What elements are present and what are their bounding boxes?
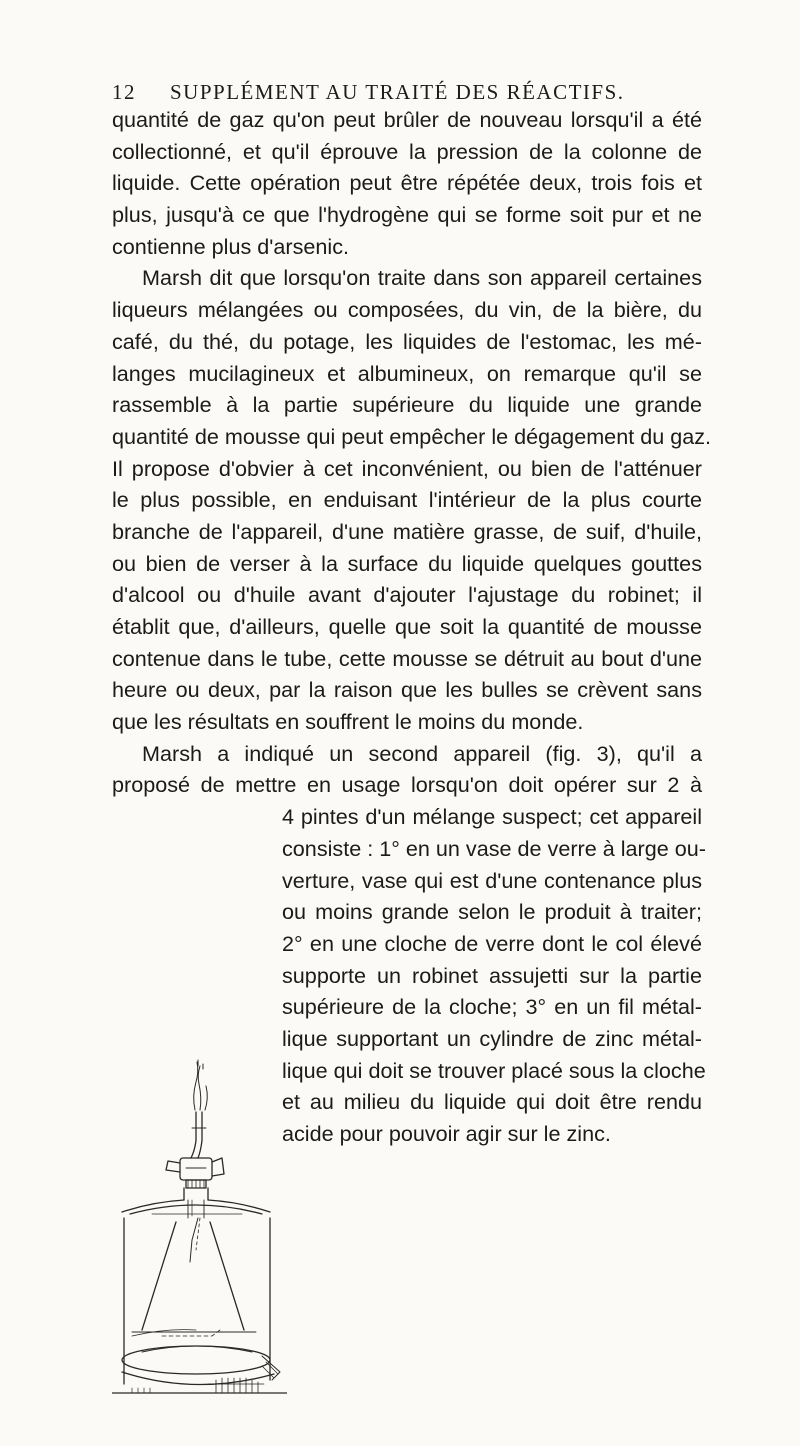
apparatus-base [122, 1346, 280, 1385]
text-line: d'alcool ou d'huile avant d'ajouter l'ajustage du robinet; il [112, 582, 702, 608]
apparatus-figure [112, 1000, 287, 1398]
text-line: lique supportant un cylindre de zinc métal- [282, 1025, 702, 1051]
stopcock [166, 1158, 224, 1188]
paragraph-start: Marsh a indiqué un second appareil (fig. 3), qu'il a [142, 740, 702, 766]
text-line: quantité de gaz qu'on peut brûler de nouveau lorsqu'il a été [112, 107, 702, 132]
text-line: Il propose d'obvier à cet inconvénient, ou bien de l'atténuer [112, 455, 702, 481]
marsh-apparatus-illustration [112, 1000, 287, 1398]
text-line: branche de l'appareil, d'une matière grasse, de suif, d'huile, [112, 518, 702, 544]
text-line: proposé de mettre en usage lorsqu'on doit opérer sur 2 à [112, 772, 702, 798]
text-line: heure ou deux, par la raison que les bulles se crèvent sans [112, 677, 702, 703]
text-line: que les résultats en souffrent le moins du monde. [112, 709, 584, 735]
running-title: SUPPLÉMENT AU TRAITÉ DES RÉACTIFS. [170, 80, 625, 104]
text-line: quantité de mousse qui peut empêcher le dégagement du gaz. [112, 423, 712, 449]
text-line: plus, jusqu'à ce que l'hydrogène qui se forme soit pur et ne [112, 202, 702, 228]
bell-jar [122, 1188, 270, 1218]
text-line: supérieure de la cloche; 3° en un fil métal- [282, 994, 702, 1020]
text-line: café, du thé, du potage, les liquides de l'estomac, les mé- [112, 328, 702, 354]
text-line: consiste : 1° en un vase de verre à large ou- [282, 835, 706, 861]
text-line: lique qui doit se trouver placé sous la cloche [282, 1057, 706, 1083]
text-line: établit que, d'ailleurs, quelle que soit la quantité de mousse [112, 614, 702, 639]
text-line: liquide. Cette opération peut être répétée deux, trois fois et [112, 170, 702, 196]
text-line: rassemble à la partie supérieure du liquide une grande [112, 392, 702, 418]
text-line: ou bien de verser à la surface du liquide quelques gouttes [112, 550, 702, 576]
text-line: contienne plus d'arsenic. [112, 233, 350, 259]
flame-icon [194, 1060, 208, 1110]
text-line: ou moins grande selon le produit à traiter; [282, 899, 702, 925]
text-line: liqueurs mélangées ou composées, du vin, de la bière, du [112, 297, 702, 323]
text-line: acide pour pouvoir agir sur le zinc. [282, 1121, 611, 1146]
text-line: 2° en une cloche de verre dont le col élevé [282, 930, 702, 956]
text-line: supporte un robinet assujetti sur la partie [282, 962, 702, 988]
text-line: langes mucilagineux et albumineux, on remarque qu'il se [112, 360, 702, 386]
text-line: contenue dans le tube, cette mousse se détruit au bout d'une [112, 645, 702, 671]
text-line: et au milieu du liquide qui doit être rendu [282, 1089, 702, 1115]
text-line: 4 pintes d'un mélange suspect; cet appareil [282, 804, 702, 830]
page-number: 12 [112, 80, 136, 104]
zinc-wire [190, 1218, 200, 1262]
text-line: verture, vase qui est d'une contenance plus [282, 867, 702, 893]
body-text [112, 104, 712, 1150]
text-line: le plus possible, en enduisant l'intérieur de la plus courte [112, 487, 702, 513]
jet-tube [191, 1112, 206, 1158]
text-line: collectionné, et qu'il éprouve la pression de la colonne de [112, 138, 702, 164]
table-surface [112, 1378, 287, 1393]
paragraph-start: Marsh dit que lorsqu'on traite dans son appareil certaines [142, 265, 702, 291]
